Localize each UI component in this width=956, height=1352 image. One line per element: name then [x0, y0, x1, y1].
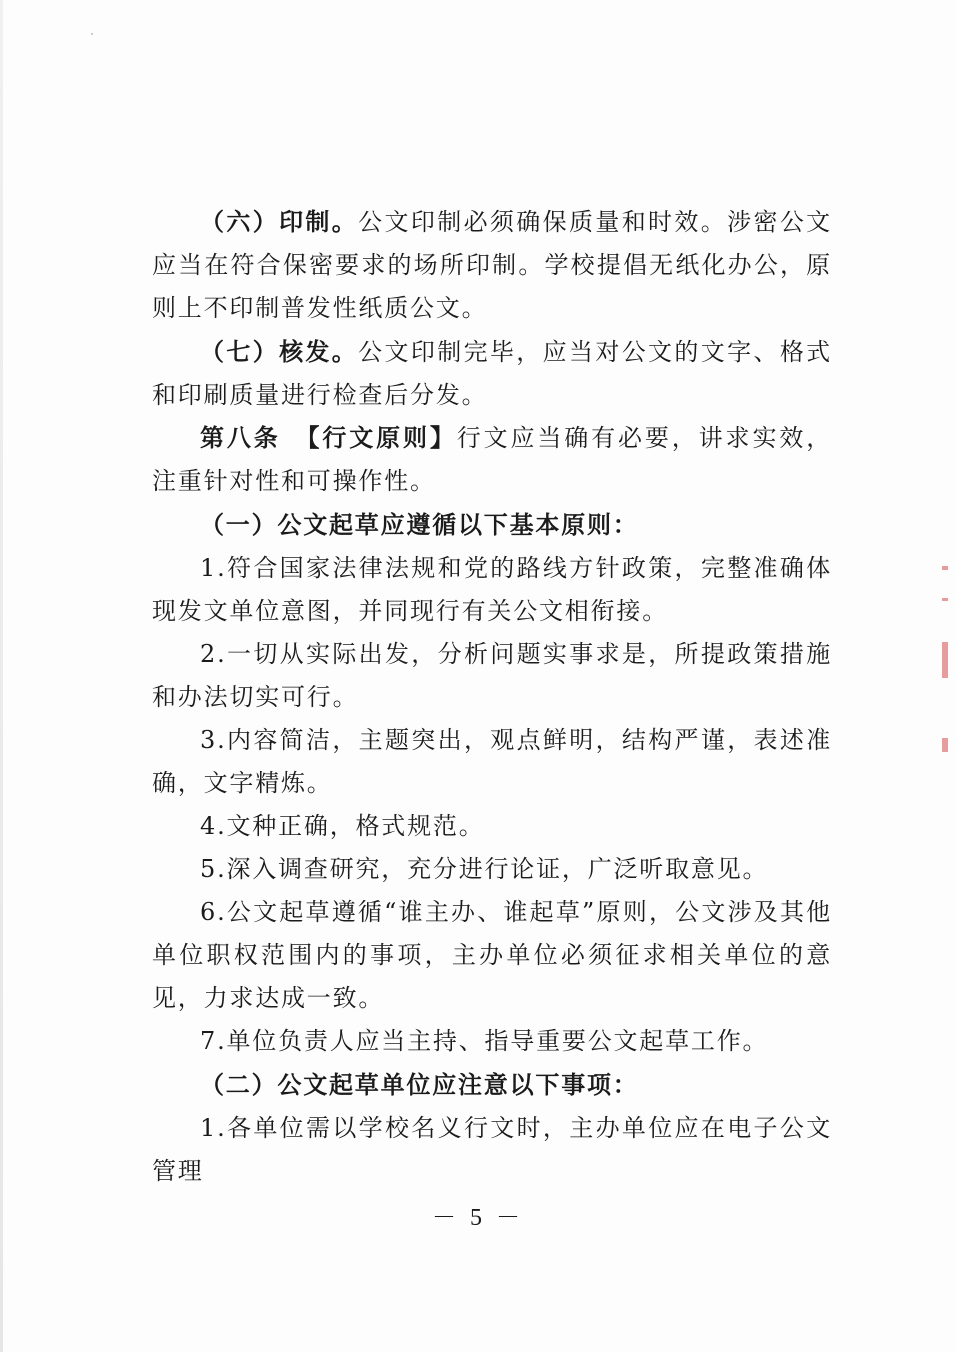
list-item-text: 7.单位负责人应当主持、指导重要公文起草工作。 — [200, 1027, 769, 1055]
article-heading: 第八条 【行文原则】 — [200, 424, 457, 452]
paragraph-distribution — [152, 330, 832, 417]
paragraph-lead: （六）印制。 — [200, 207, 359, 236]
list-item — [152, 633, 832, 719]
list-item-text: 4.文种正确，格式规范。 — [200, 812, 485, 840]
paragraph-text: 公文印制必须确保质量和时效。涉密公文应当在符合保密要求的场所印制。学校提倡无纸化办公，原则上不印制普发性纸质公文。 — [152, 208, 832, 322]
list-item — [152, 891, 832, 1020]
list-item — [152, 547, 832, 633]
list-item — [152, 719, 832, 805]
list-item-text: 1.各单位需以学校名义行文时，主办单位应在电子公文管理 — [152, 1114, 832, 1185]
list-item — [152, 1020, 832, 1063]
paragraph-text: 行文应当确有必要，讲求实效，注重针对性和可操作性。 — [152, 424, 832, 495]
list-item — [152, 1107, 832, 1193]
list-item — [152, 805, 832, 848]
seal-edge-mark — [942, 642, 948, 678]
list-item-text: 6.公文起草遵循“谁主办、谁起草”原则，公文涉及其他单位职权范围内的事项，主办单位必须征求相关单位的意见，力求达成一致。 — [152, 898, 832, 1012]
list-item-text: 2.一切从实际出发，分析问题实事求是，所提政策措施和办法切实可行。 — [152, 640, 832, 711]
page-left-edge — [0, 0, 3, 1352]
seal-edge-mark — [942, 566, 948, 570]
list-item — [152, 848, 832, 891]
paragraph-text: 公文印制完毕，应当对公文的文字、格式和印刷质量进行检查后分发。 — [152, 338, 832, 409]
section-heading: （一）公文起草应遵循以下基本原则： — [200, 510, 639, 539]
seal-edge-mark — [942, 598, 948, 601]
paragraph-printing — [152, 200, 832, 330]
seal-edge-mark — [942, 738, 948, 752]
paragraph-article-8 — [152, 417, 832, 503]
page-number: － 5 － — [432, 1205, 524, 1231]
list-item-text: 5.深入调查研究，充分进行论证，广泛听取意见。 — [200, 855, 769, 883]
list-item-text: 3.内容简洁，主题突出，观点鲜明，结构严谨，表述准确，文字精炼。 — [152, 726, 832, 797]
section-heading-drafting-notes — [152, 1063, 832, 1107]
body-text — [152, 200, 832, 1193]
section-heading: （二）公文起草单位应注意以下事项： — [200, 1070, 639, 1099]
scan-speck — [91, 33, 93, 35]
paragraph-lead: （七）核发。 — [200, 337, 359, 366]
section-heading-drafting-principles — [152, 503, 832, 547]
list-item-text: 1.符合国家法律法规和党的路线方针政策，完整准确体现发文单位意图，并同现行有关公文相衔接。 — [152, 554, 832, 625]
